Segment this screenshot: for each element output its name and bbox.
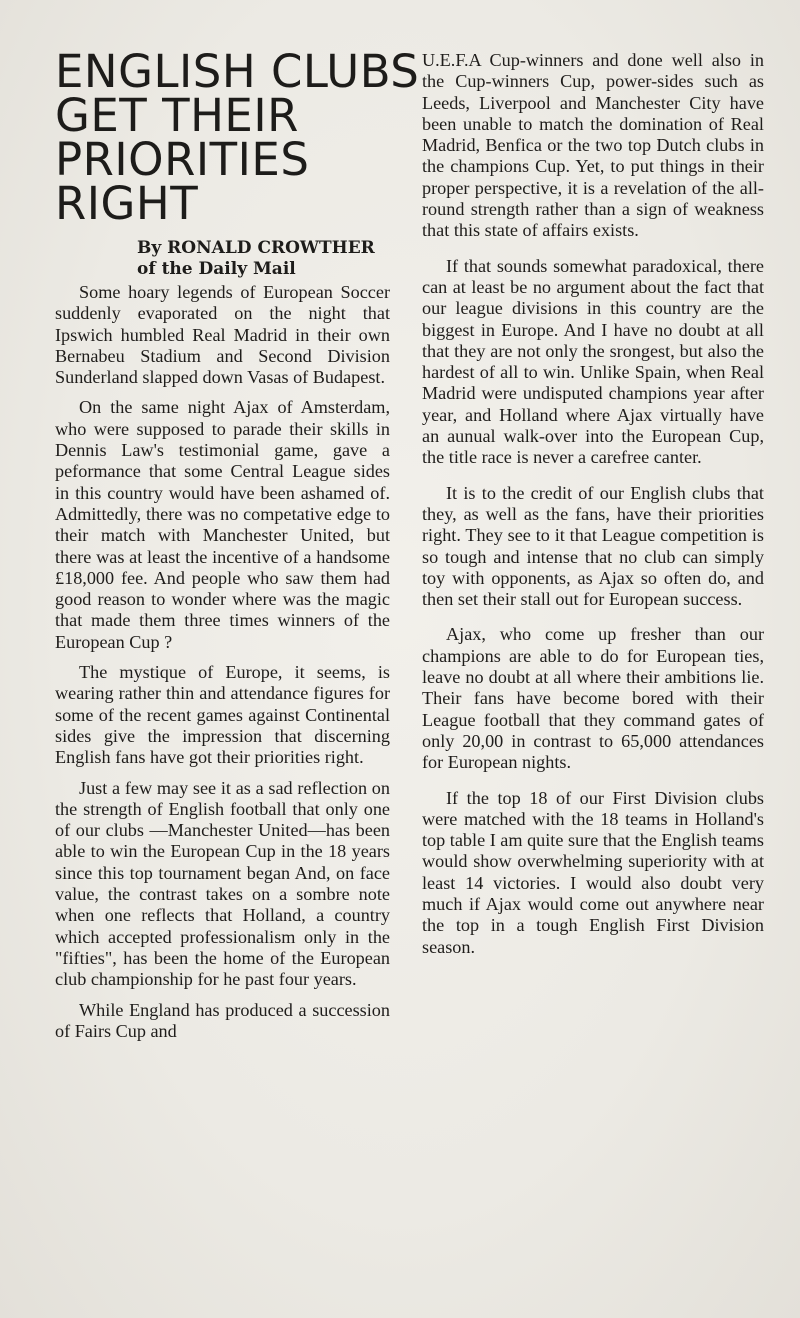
- body-paragraph: Some hoary legends of European Soccer suddenly evaporated on the night that Ipswich humbled Real Madrid in their own Bernabeu Stadium and Second Division Sunderland slapped down Vasas of Budapest.: [55, 282, 390, 388]
- body-paragraph: On the same night Ajax of Amsterdam, who were supposed to parade their skills in Dennis Law's testimonial game, gave a peformance that some Central League sides in this country would have been ashamed of. Admittedly, there was no competative edge to their match with Manchester United, but there was at least the incentive of a handsome £18,000 fee. And people who saw them had good reason to wonder where was the magic that made them three times winners of the European Cup ?: [55, 397, 390, 652]
- article-headline: [55, 45, 420, 230]
- body-paragraph: If that sounds somewhat paradoxical, there can at least be no argument about the fact that our league divisions in this country are the biggest in Europe. And I have no doubt at all that they are not only the srongest, but also the hardest of all to win. Unlike Spain, when Real Madrid were undisputed champions year after year, and Holland where Ajax virtually have an aunual walk-over into the European Cup, the title race is never a carefree canter.: [422, 255, 764, 468]
- body-paragraph: Just a few may see it as a sad reflection on the strength of English football that only one of our clubs —Manchester United—has been able to win the European Cup in the 18 years since this top tournament began And, on face value, the contrast takes on a sombre note when one reflects that Holland, a country which accepted professionalism only in the "fifties", has been the home of the European club championship for he past four years.: [55, 777, 390, 990]
- byline-author: By RONALD CROWTHER: [137, 238, 375, 258]
- left-column: [55, 45, 420, 1042]
- body-paragraph: If the top 18 of our First Division clubs were matched with the 18 teams in Holland's top table I am quite sure that the English teams would show overwhelming superiority with at least 14 victories. I would also doubt very much if Ajax would come out anywhere near the top in a tough English First Division season.: [422, 787, 764, 957]
- body-paragraph: The mystique of Europe, it seems, is wearing rather thin and attendance figures for some of the recent games against Continental sides give the impression that discerning English fans have got their priorities right.: [55, 662, 390, 768]
- body-paragraph: While England has produced a succession of Fairs Cup and: [55, 999, 390, 1041]
- headline-line: PRIORITIES: [55, 133, 310, 186]
- headline-line: RIGHT: [55, 177, 199, 230]
- byline-publication: of the Daily Mail: [137, 259, 296, 279]
- article-byline: [55, 238, 390, 280]
- headline-line: ENGLISH CLUBS: [55, 45, 420, 98]
- body-paragraph: It is to the credit of our English clubs that they, as well as the fans, have their priorities right. They see to it that League competition is so tough and intense that no club can simply toy with opponents, as Ajax so often do, and then set their stall out for European success.: [422, 482, 764, 610]
- right-column: [422, 50, 764, 958]
- body-paragraph: Ajax, who come up fresher than our champions are able to do for European ties, leave no doubt at all where their ambitions lie. Their fans have become bored with their League football that they command gates of only 20,00 in contrast to 65,000 attendances for European nights.: [422, 624, 764, 773]
- headline-line: GET THEIR: [55, 89, 299, 142]
- body-paragraph-continued: U.E.F.A Cup-winners and done well also in the Cup-winners Cup, power-sides such as Leeds, Liverpool and Manchester City have been unable to match the domination of Real Madrid, Benfica or the two top Dutch clubs in the champions Cup. Yet, to put things in their proper perspective, it is a revelation of the all-round strength rather than a sign of weakness that this state of affairs exists.: [422, 50, 764, 241]
